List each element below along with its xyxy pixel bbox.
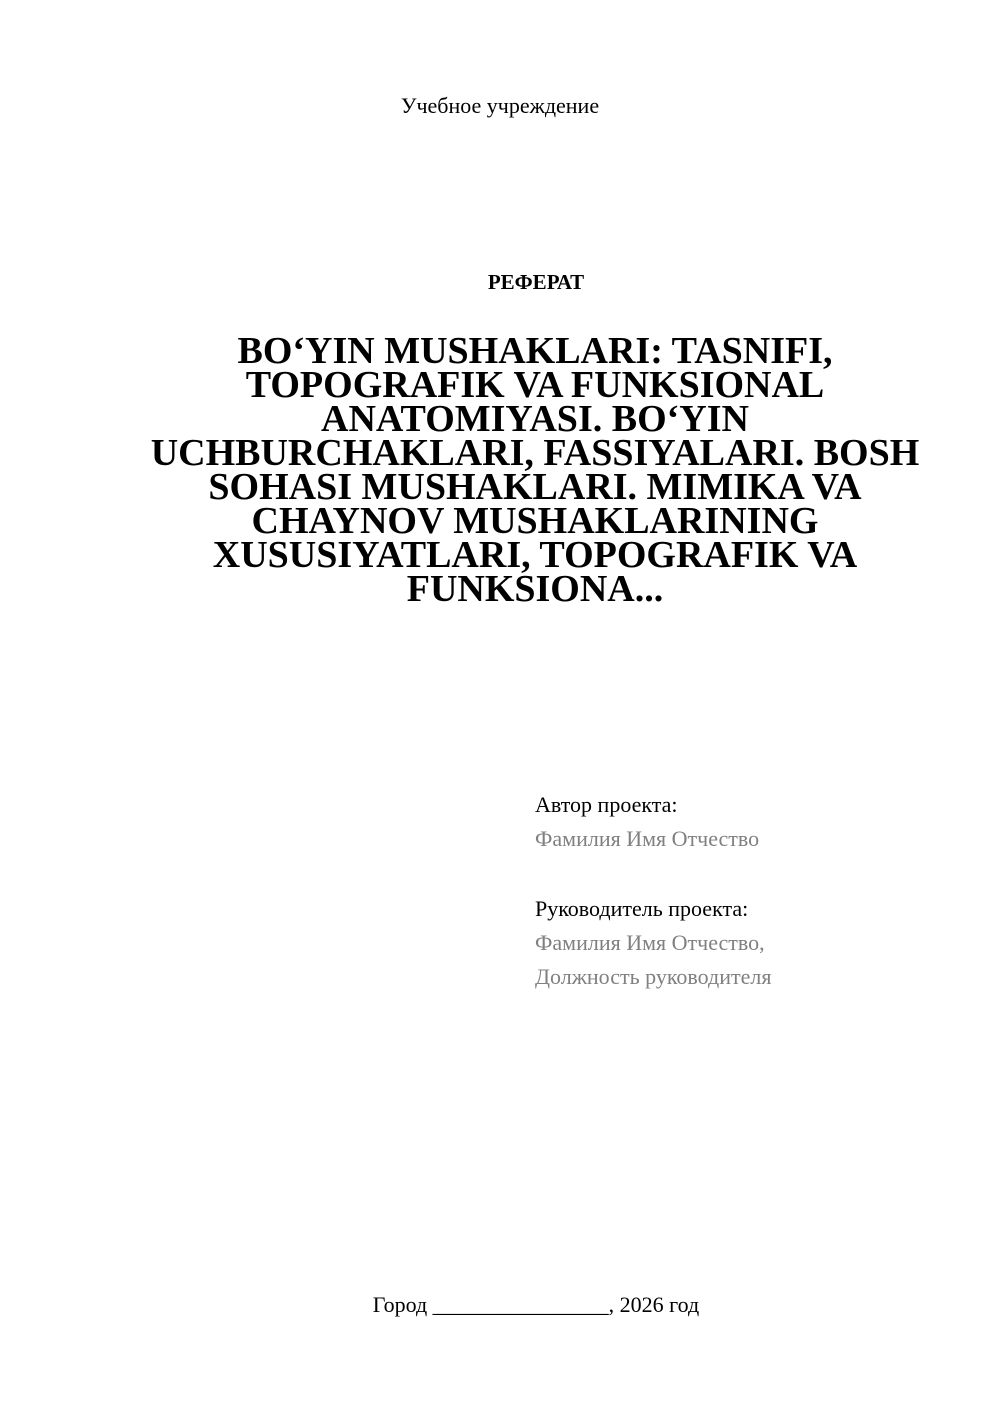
document-title: BO‘YIN MUSHAKLARI: TASNIFI, TOPOGRAFIK VA FUNKSIONAL ANATOMIYASI. BO‘YIN UCHBURCHAKLARI, FASSIYALARI. BOSH SOHASI MUSHAKLARI. MIMIKA VA CHAYNOV MUSHAKLARINING XUSUSIYATLARI, TOPOGRAFIK VA FUNKSIONA... bbox=[150, 330, 920, 610]
institution-name: Учебное учреждение bbox=[400, 93, 600, 118]
spacer bbox=[535, 856, 975, 892]
author-label: Автор проекта: bbox=[535, 792, 678, 817]
supervisor-label: Руководитель проекта: bbox=[535, 896, 749, 921]
supervisor-name: Фамилия Имя Отчество, bbox=[535, 930, 765, 955]
author-name: Фамилия Имя Отчество bbox=[535, 826, 760, 851]
supervisor-position: Должность руководителя bbox=[535, 964, 772, 989]
city-year: Город ________________, 2026 год bbox=[372, 1292, 700, 1317]
document-type: РЕФЕРАТ bbox=[487, 270, 585, 294]
project-people bbox=[535, 788, 975, 994]
